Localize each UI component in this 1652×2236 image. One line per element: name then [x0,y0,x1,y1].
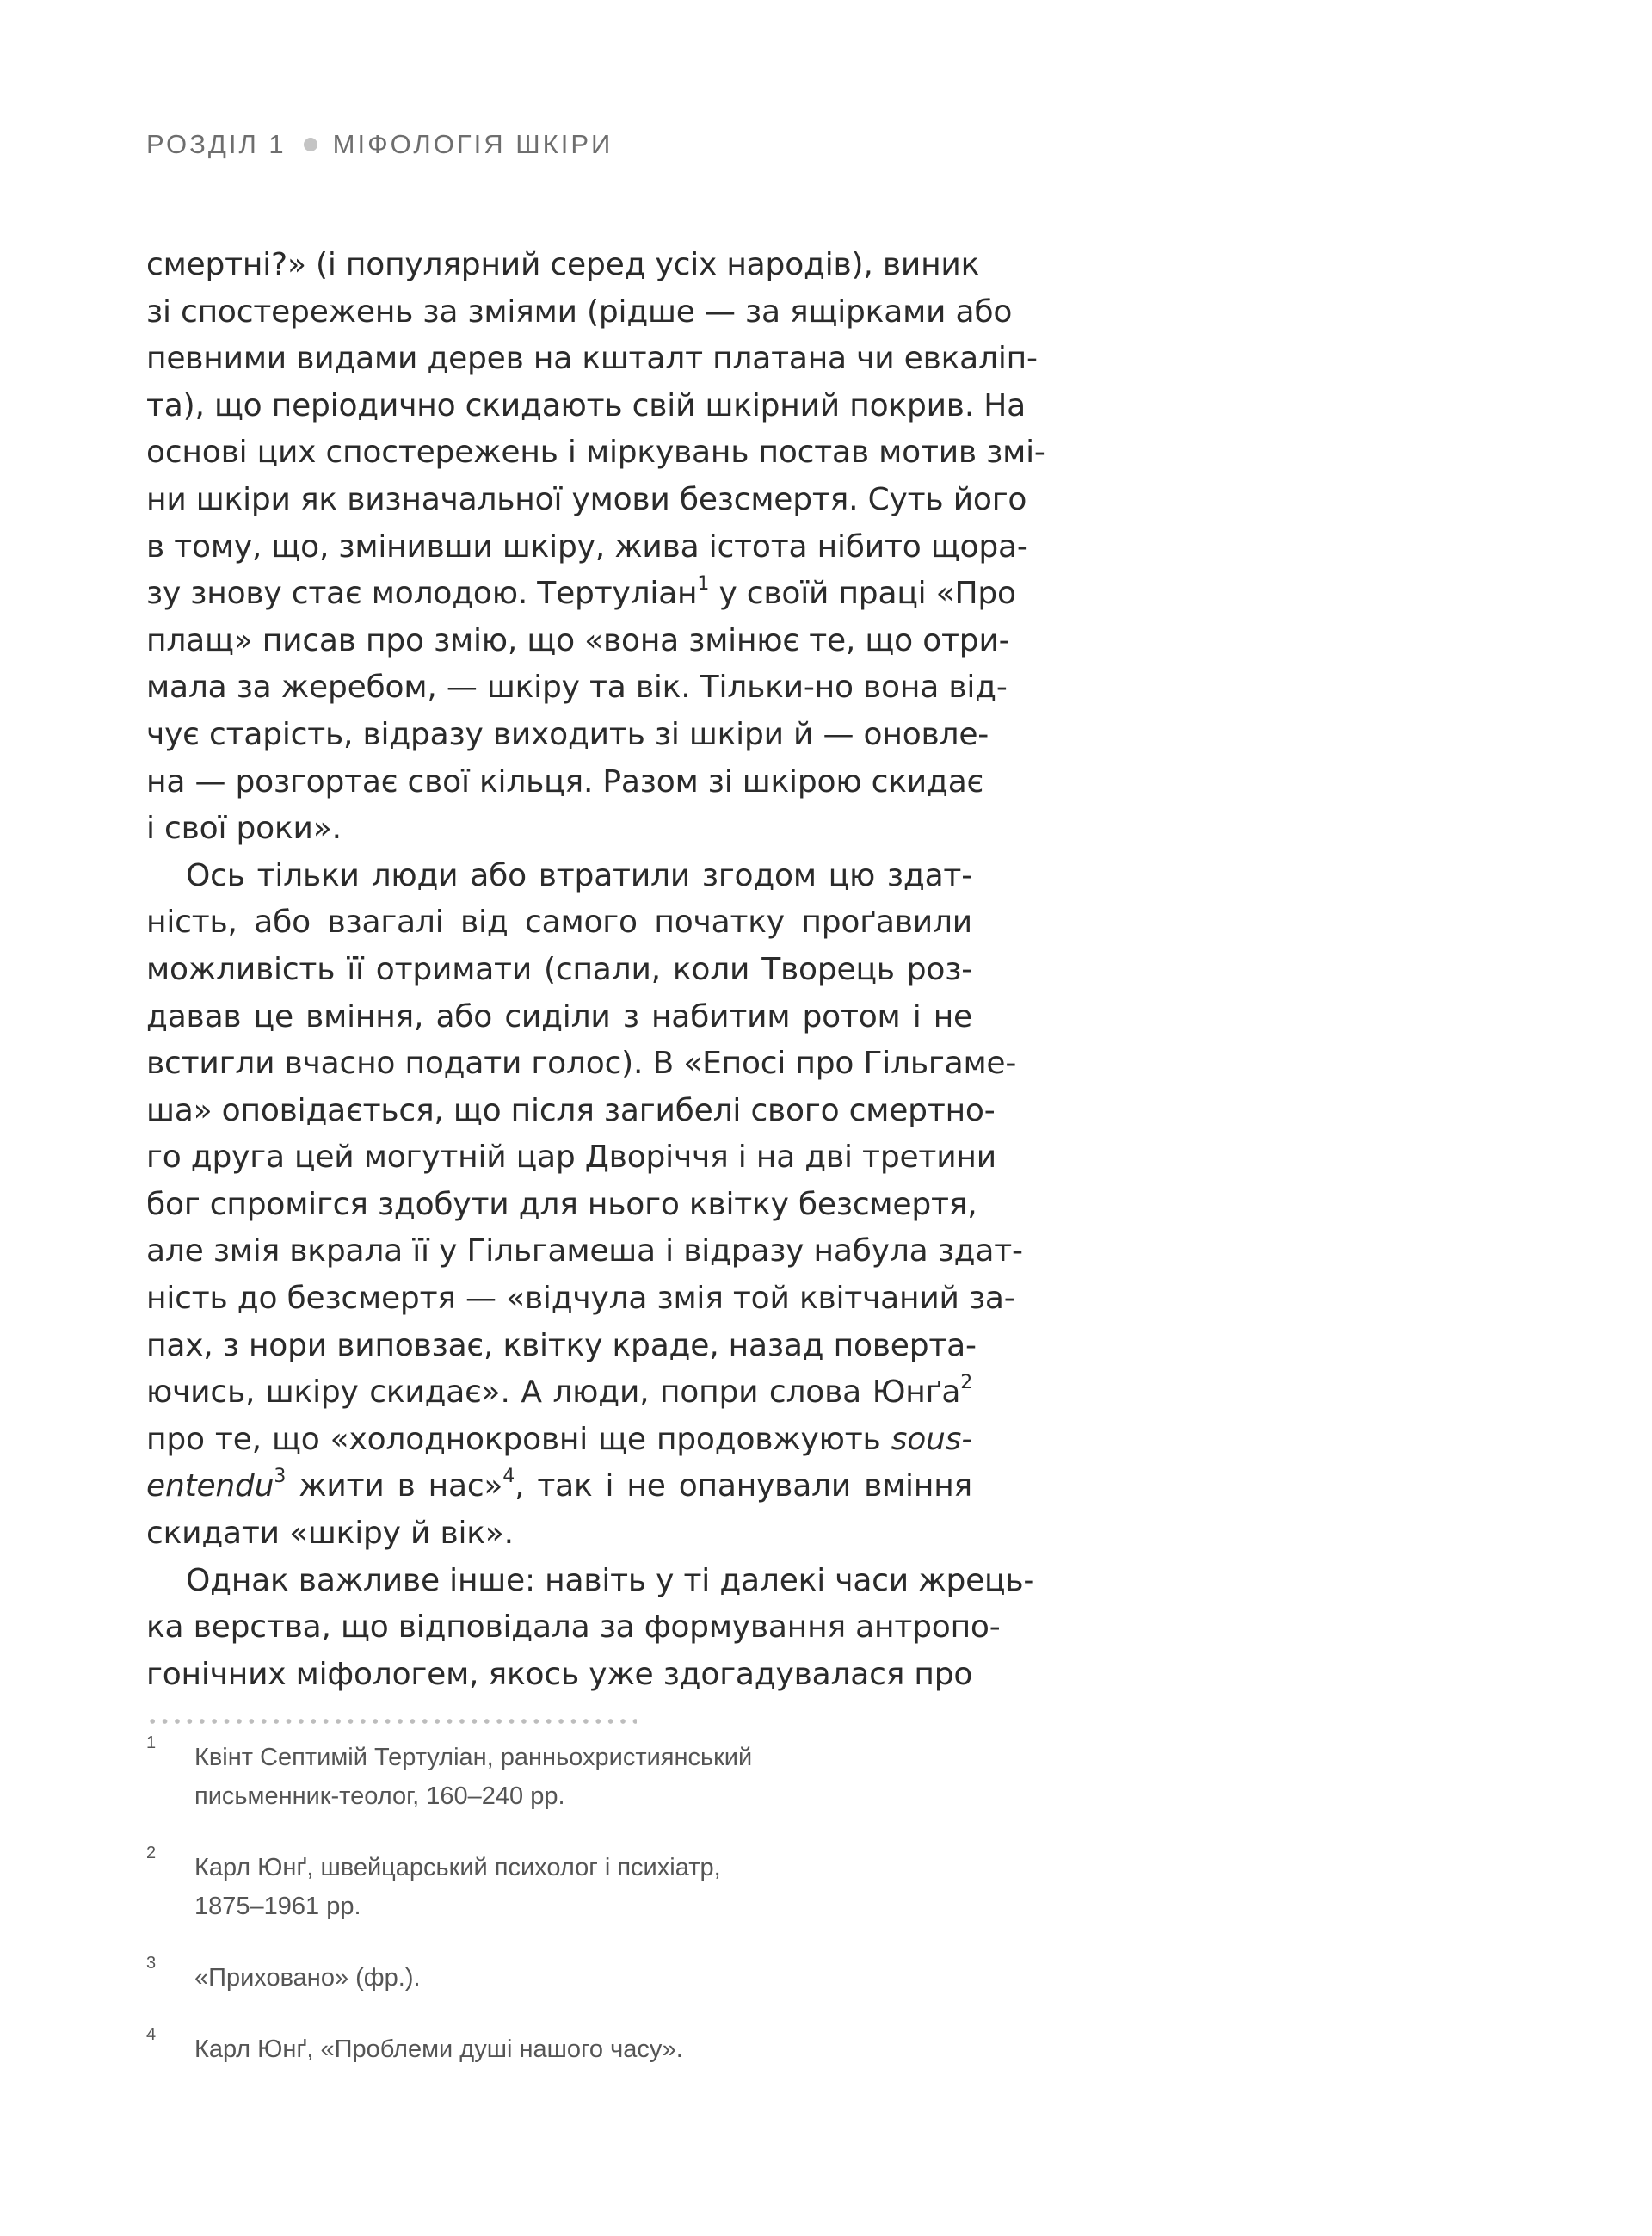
text-line: ни шкіри як визначальної умови безсмертя. Суть його [146,481,1027,517]
text-line: ність до безсмертя — «відчула змія той квітчаний за- [146,1281,1015,1317]
text-line: про те, що «холоднокровні ще продовжують sous- [146,1421,972,1457]
text-line: можливість її отримати (спали, коли Творець роз- [146,951,972,987]
text-line: і свої роки». [146,811,342,847]
text-line: чує старість, відразу виходить зі шкіри й — оновле- [146,716,989,752]
footnote-text: Карл Юнґ, швейцарський психолог і психіатр, 1875–1961 рр. [194,1854,721,1920]
footnote-number: 3 [146,1954,157,1973]
footnote-number: 1 [146,1733,157,1752]
footnote-ref: 1 [697,573,710,596]
footnote [146,1844,921,1926]
text-line: пах, з нори виповзає, квітку краде, назад поверта- [146,1327,977,1363]
text-line: в тому, що, змінивши шкіру, жива істота нібито щора- [146,528,1028,565]
footnote-ref: 2 [960,1372,972,1394]
text-line: та), що періодично скидають свій шкірний покрив. На [146,387,1026,423]
footnote-ref: 3 [274,1466,287,1488]
footnote [146,1954,921,1998]
text-line: але змія вкрала її у Гільгамеша і відразу набула здат- [146,1233,1023,1269]
text-line: ка верства, що відповідала за формування антропо- [146,1609,1001,1646]
text-line: бог спромігся здобути для нього квітку безсмертя, [146,1186,977,1222]
text-line: гонічних міфологем, якось уже здогадувалася про [146,1656,973,1692]
footnote [146,2025,921,2069]
text-line: основі цих спостережень і міркувань постав мотив змі- [146,435,1045,471]
text-line: го друга цей могутній цар Дворіччя і на дві третини [146,1140,996,1176]
bullet-dot-icon [304,138,317,151]
footnote-number: 4 [146,2025,157,2044]
footnote [146,1733,921,1816]
footnote-text: Квінт Септимій Тертуліан, ранньохристиянський письменник-теолог, 160–240 рр. [194,1744,753,1810]
text-line: entendu$^3$ жити в нас»$^4$, так і не опанували вміння [146,1466,972,1504]
footnote-number: 2 [146,1844,157,1862]
footnote-text: Карл Юнґ, «Проблеми душі нашого часу». [194,2035,683,2063]
footnotes [146,1733,921,2102]
text-line: Ось тільки люди або втратили згодом цю здат- [186,857,972,893]
chapter-title: МІФОЛОГІЯ ШКІРИ [332,129,613,159]
running-head [146,129,613,160]
text-line: на — розгортає свої кільця. Разом зі шкірою скидає [146,763,984,800]
text-line: ша» оповідається, що після загибелі свого смертно- [146,1092,996,1128]
text-line: скидати «шкіру й вік». [146,1516,514,1552]
text-line: смертні?» (і популярний серед усіх народів), виник [146,247,980,282]
footnote-ref: 4 [502,1466,515,1488]
text-line: встигли вчасно подати голос). В «Епосі про Гільгаме- [146,1046,1017,1082]
text-line: мала за жеребом, — шкіру та вік. Тільки-но вона від- [146,670,1008,706]
footnote-separator [146,1718,637,1725]
main-text [146,242,1045,1698]
text-line: Однак важливе інше: навіть у ті далекі часи жрець- [186,1562,1035,1598]
text-line: зу знову стає молодою. Тертуліан$^1$ у своїй праці «Про [146,573,1016,612]
text-line: ність, або взагалі від самого початку проґавили [146,905,972,941]
chapter-label: РОЗДІЛ 1 [146,129,287,159]
text-line: ючись, шкіру скидає». А люди, попри слова Юнґа$^2$ [146,1372,972,1411]
footnote-text: «Приховано» (фр.). [194,1964,421,1992]
text-line: давав це вміння, або сиділи з набитим ротом і не [146,998,972,1035]
text-line: плащ» писав про змію, що «вона змінює те, що отри- [146,622,1010,658]
text-line: зі спостережень за зміями (рідше — за ящірками або [146,293,1013,330]
text-line: певними видами дерев на кшталт платана чи евкаліп- [146,341,1038,377]
